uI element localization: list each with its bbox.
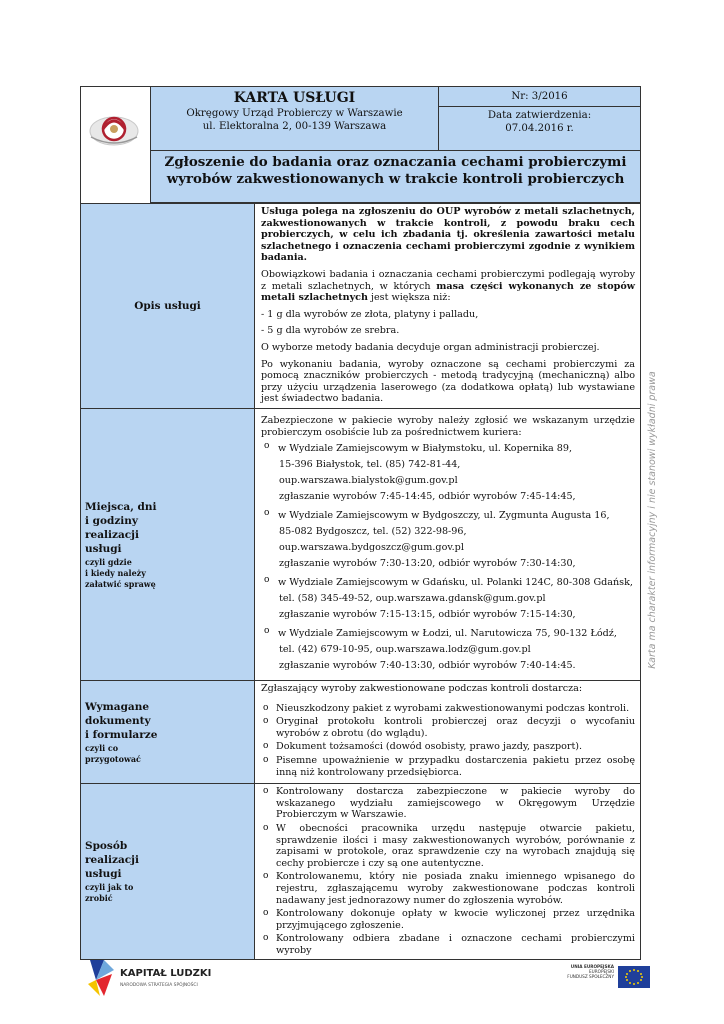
procedure-step-text: W obecności pracownika urzędu następuje otwarcie pakietu, sprawdzenie ilości i masy zakwestionowanych wyrobów, porównanie z zapisami w protokole, oraz sprawdzenie czy na wyrobach znajdują się cechy probiercze i czy są one autentyczne. bbox=[276, 823, 635, 869]
bullet-icon: o bbox=[263, 702, 269, 713]
label-line: Sposób bbox=[85, 839, 128, 852]
document-item-text: Oryginał protokołu kontroli probierczej oraz decyzji o wycofaniu wyrobów z obrotu (do wglądu). bbox=[276, 716, 635, 739]
bullet-icon: o bbox=[263, 908, 269, 919]
card-number: Nr: 3/2016 bbox=[439, 87, 640, 107]
label-sub-line: czyli co bbox=[85, 742, 119, 753]
bullet-icon: o bbox=[263, 716, 269, 727]
card-title: KARTA USŁUGI bbox=[233, 90, 356, 106]
kapital-ludzki-subtitle: NARODOWA STRATEGIA SPÓJNOŚCI bbox=[120, 983, 198, 988]
dokumenty-intro: Zgłaszający wyroby zakwestionowane podczas kontroli dostarcza: bbox=[261, 683, 583, 695]
eu-flag-icon bbox=[618, 966, 650, 988]
location-hours: zgłaszanie wyrobów 7:15-13:15, odbiór wyrobów 7:15-14:30, bbox=[279, 609, 576, 621]
bullet-icon: o bbox=[264, 626, 270, 637]
document-item bbox=[261, 703, 635, 715]
document-item-text: Nieuszkodzony pakiet z wyrobami zakwestionowanymi podczas kontroli. bbox=[276, 702, 630, 714]
locations-list bbox=[261, 441, 635, 674]
eu-line: UNIA EUROPEJSKA bbox=[570, 964, 614, 969]
section-label-dokumenty bbox=[81, 681, 255, 784]
procedure-step-text: Kontrolowany odbiera zbadane i oznaczone cechami probierczymi wyroby bbox=[276, 933, 635, 956]
service-card-table bbox=[80, 86, 641, 960]
kapital-ludzki-logo bbox=[86, 958, 216, 1000]
label-line: usługi bbox=[85, 542, 122, 555]
eu-line: EUROPEJSKI bbox=[589, 969, 614, 974]
section-content-dokumenty bbox=[255, 681, 641, 784]
office-address bbox=[151, 106, 438, 135]
service-card bbox=[80, 86, 640, 960]
procedure-step bbox=[261, 786, 635, 821]
header-title-cell bbox=[151, 87, 439, 151]
location-contact: tel. (58) 345-49-52, oup.warszawa.gdansk@gum.gov.pl bbox=[279, 593, 546, 605]
document-item bbox=[261, 755, 635, 778]
label-sub-line: zrobić bbox=[85, 892, 113, 903]
footer bbox=[0, 950, 724, 1010]
section-subtitle-dokumenty bbox=[85, 743, 250, 765]
bullet-icon: o bbox=[263, 755, 269, 766]
label-sub-line: przygotować bbox=[85, 753, 141, 764]
approval-info bbox=[439, 107, 640, 137]
header-meta-cell bbox=[439, 87, 641, 151]
bullet-icon: o bbox=[263, 741, 269, 752]
section-label-opis bbox=[81, 204, 255, 409]
procedure-step-text: Kontrolowany dostarcza zabezpieczone w pakiecie wyroby do wskazanego wydziału zamiejscowego w Okręgowym Urzędzie Probierczym w Warszawie. bbox=[276, 786, 635, 821]
opis-paragraph-method: O wyborze metody badania decyduje organ administracji probierczej. bbox=[261, 341, 600, 353]
location-hours: zgłaszanie wyrobów 7:40-13:30, odbiór wyrobów 7:40-14:45. bbox=[279, 660, 576, 672]
opis-p2-end: jest większa niż: bbox=[367, 292, 451, 304]
location-contact: 85-082 Bydgoszcz, tel. (52) 322-98-96, oup.warszawa.bydgoszcz@gum.gov.pl bbox=[279, 526, 467, 554]
label-line: realizacji bbox=[85, 853, 139, 866]
label-line: Wymagane bbox=[85, 700, 150, 713]
opis-paragraph-1: Usługa polega na zgłoszeniu do OUP wyrobów z metali szlachetnych, zakwestionowanych w trakcie kontroli, z powodu braku cech probierczych, w celu ich zbadania tj. określenia zawartości metalu szlachetnego i oznaczenia cechami probierczymi zgodnie z wynikiem badania. bbox=[261, 206, 635, 264]
label-sub-line: i kiedy należy bbox=[85, 567, 146, 578]
procedure-step bbox=[261, 823, 635, 869]
document-item bbox=[261, 716, 635, 739]
procedure-step-text: Kontrolowanemu, który nie posiada znaku imiennego wpisanego do rejestru, zgłaszającemu wyroby zakwestionowane podczas kontroli nadawany jest jednorazowy numer do zgłoszenia wyrobów. bbox=[276, 871, 635, 906]
label-line: realizacji bbox=[85, 528, 139, 541]
procedure-step bbox=[261, 871, 635, 906]
bullet-icon: o bbox=[264, 441, 270, 452]
section-subtitle-sposob bbox=[85, 882, 250, 904]
label-line: i godziny bbox=[85, 514, 139, 527]
section-title-miejsca bbox=[85, 500, 250, 556]
label-line: Miejsca, dni bbox=[85, 500, 157, 513]
section-content-miejsca bbox=[255, 408, 641, 680]
bullet-icon: o bbox=[264, 575, 270, 586]
procedure-list bbox=[261, 786, 635, 956]
opis-threshold-gold: - 1 g dla wyrobów ze złota, platyny i palladu, bbox=[261, 308, 479, 320]
location-office: w Wydziale Zamiejscowym w Białymstoku, ul. Kopernika 89, bbox=[278, 443, 573, 455]
section-label-miejsca bbox=[81, 408, 255, 680]
bullet-icon: o bbox=[263, 786, 269, 797]
approval-label: Data zatwierdzenia: bbox=[487, 110, 592, 121]
procedure-step-text: Kontrolowany dokonuje opłaty w kwocie wyliczonej przez urzędnika przyjmującego zgłoszenie. bbox=[276, 908, 635, 931]
section-content-sposob bbox=[255, 784, 641, 959]
section-title-opis: Opis usługi bbox=[134, 299, 201, 312]
label-sub-line: czyli jak to bbox=[85, 881, 134, 892]
document-item-text: Dokument tożsamości (dowód osobisty, prawo jazdy, paszport). bbox=[276, 741, 583, 753]
section-content-opis bbox=[255, 204, 641, 409]
office-emblem-cell bbox=[81, 87, 151, 204]
kapital-ludzki-title: KAPITAŁ LUDZKI bbox=[120, 968, 212, 979]
label-line: usługi bbox=[85, 867, 122, 880]
location-contact: 15-396 Białystok, tel. (85) 742-81-44, oup.warszawa.bialystok@gum.gov.pl bbox=[279, 459, 461, 487]
service-title-cell bbox=[151, 151, 641, 203]
opis-paragraph-result: Po wykonaniu badania, wyroby oznaczone są cechami probierczymi za pomocą znaczników probierczych - metodą tradycyjną (mechaniczną) albo przy użyciu urządzenia laserowego (za dodatkowa opłatą) lub wystawiane jest świadectwo badania. bbox=[261, 358, 635, 405]
location-office: w Wydziale Zamiejscowym w Gdańsku, ul. Polanki 124C, 80-308 Gdańsk, bbox=[278, 577, 633, 589]
location-item bbox=[261, 626, 635, 674]
eu-logo bbox=[560, 964, 652, 994]
label-sub-line: załatwić sprawę bbox=[85, 578, 156, 589]
bullet-icon: o bbox=[263, 871, 269, 882]
label-line: dokumenty bbox=[85, 714, 151, 727]
office-street: ul. Elektoralna 2, 00-139 Warszawa bbox=[202, 121, 387, 132]
opis-threshold-silver: - 5 g dla wyrobów ze srebra. bbox=[261, 325, 400, 337]
location-item bbox=[261, 441, 635, 505]
office-name: Okręgowy Urząd Probierczy w Warszawie bbox=[186, 108, 403, 119]
location-office: w Wydziale Zamiejscowym w Łodzi, ul. Narutowicza 75, 90-132 Łódź, bbox=[278, 628, 617, 640]
location-item bbox=[261, 575, 635, 623]
opis-p2-bold: masa części wykonanych ze stopów metali szlachetnych bbox=[261, 280, 635, 304]
location-hours: zgłaszanie wyrobów 7:30-13:20, odbiór wyrobów 7:30-14:30, bbox=[279, 558, 576, 570]
label-line: i formularze bbox=[85, 728, 158, 741]
approval-date: 07.04.2016 r. bbox=[505, 123, 574, 134]
bullet-icon: o bbox=[263, 933, 269, 944]
label-sub-line: czyli gdzie bbox=[85, 556, 132, 567]
eu-line: FUNDUSZ SPOŁECZNY bbox=[567, 974, 614, 979]
section-title-dokumenty bbox=[85, 700, 250, 742]
section-label-sposob bbox=[81, 784, 255, 959]
section-title-sposob bbox=[85, 839, 250, 881]
bullet-icon: o bbox=[264, 508, 270, 519]
legal-disclaimer: Karta ma charakter informacyjny i nie stanowi wykładni prawa bbox=[647, 371, 658, 669]
kapital-ludzki-emblem-icon bbox=[86, 958, 116, 998]
opis-p2-text: Obowiązkowi badania i oznaczania cechami probierczymi podlegają wyroby z metali szlachetnych, w których bbox=[261, 268, 635, 292]
location-contact: tel. (42) 679-10-95, oup.warszawa.lodz@gum.gov.pl bbox=[279, 644, 531, 656]
service-title: Zgłoszenie do badania oraz oznaczania cechami probierczymi wyrobów zakwestionowanych w trakcie kontroli probierczych bbox=[164, 154, 627, 188]
document-item bbox=[261, 741, 635, 753]
section-subtitle-miejsca bbox=[85, 557, 250, 590]
location-office: w Wydziale Zamiejscowym w Bydgoszczy, ul. Zygmunta Augusta 16, bbox=[278, 510, 610, 522]
eu-text bbox=[560, 964, 614, 979]
location-hours: zgłaszanie wyrobów 7:45-14:45, odbiór wyrobów 7:45-14:45, bbox=[279, 491, 576, 503]
location-item bbox=[261, 508, 635, 572]
office-emblem-icon bbox=[81, 87, 151, 199]
miejsca-intro: Zabezpieczone w pakiecie wyroby należy zgłosić we wskazanym urzędzie probierczym osobiście lub za pośrednictwem kuriera: bbox=[261, 414, 635, 438]
document-item-text: Pisemne upoważnienie w przypadku dostarczenia pakietu przez osobę inną niż kontrolowany przedsiębiorca. bbox=[276, 755, 635, 778]
procedure-step bbox=[261, 908, 635, 931]
bullet-icon: o bbox=[263, 823, 269, 834]
opis-paragraph-2 bbox=[261, 269, 635, 304]
documents-list bbox=[261, 703, 635, 779]
